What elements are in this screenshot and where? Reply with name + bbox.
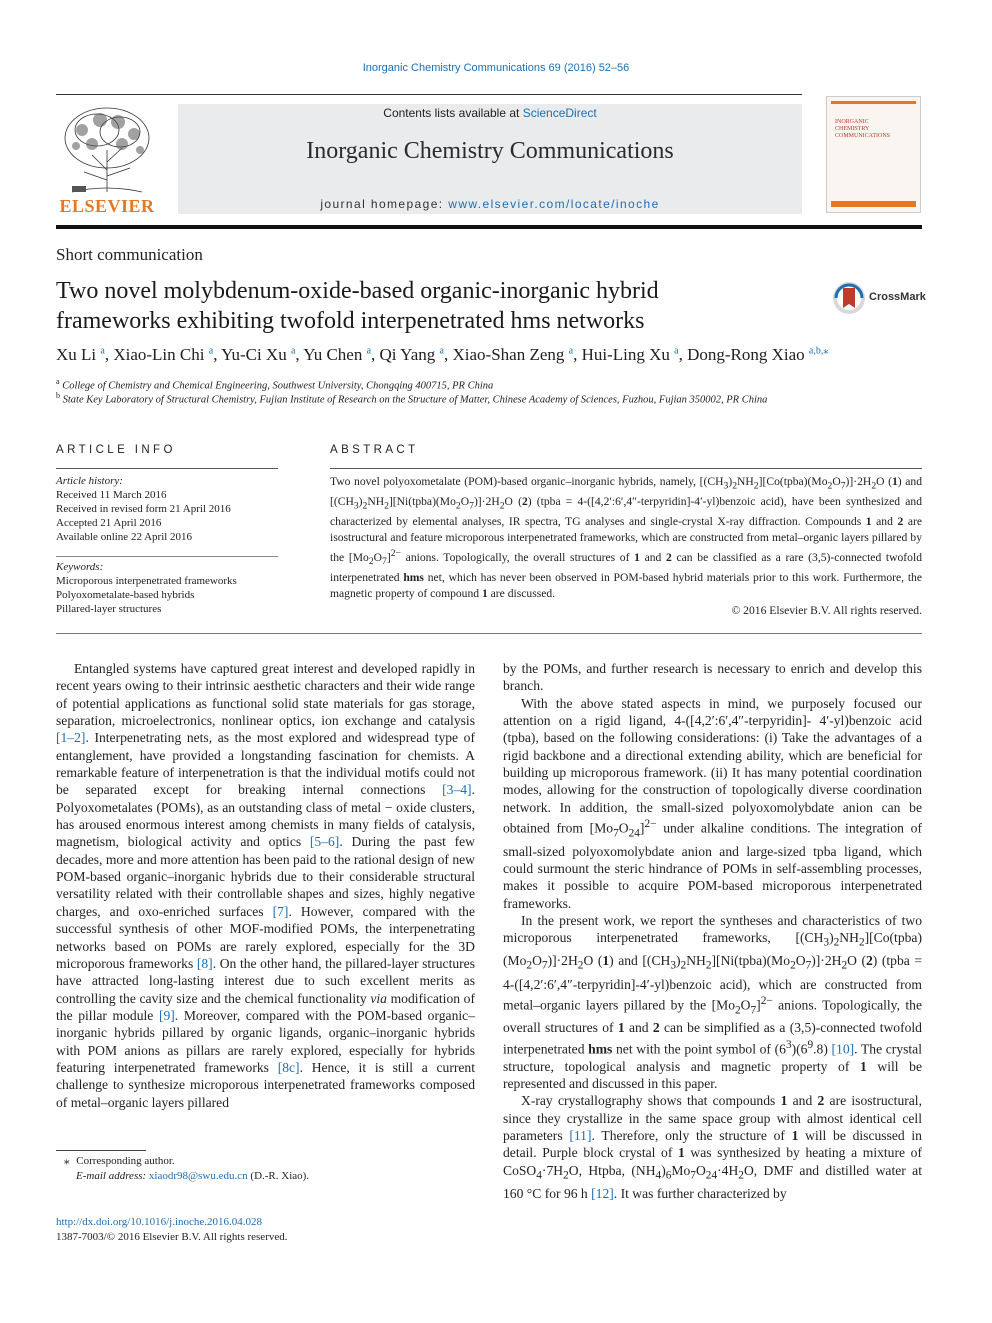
body-paragraph: In the present work, we report the syntheses and characteristics of two microporous interpenetrated frameworks, $[(CH_3)_2NH_2][Co(tpba)(Mo_2O_7)]\cdot 2H_2O$ (1) and $[(CH_3)_2NH_2][Ni(tpba)(Mo_2O_7)]\cdot 2H_2O$ (2) (tpba = 4-([4,2′:6′,4″-terpyridin]-4′-yl)benzoic acid), which are constructed from metal–organic layers pillared by the $[Mo_2O_7]^{2-}$ anions. Topologically, the overall structures of 1 and 2 can be simplified as a (3,5)-connected twofold interpenetrated hms net with the point symbol of $(6^3)(6^9.8)$ [10]. The crystal structure, topological analysis and magnetic property of 1 will be represented and discussed in this paper. — [503, 913, 923, 1092]
corresponding-author-text: Corresponding author. — [76, 1155, 175, 1167]
header-rule — [56, 94, 802, 95]
author-name[interactable]: Yu-Ci Xu — [221, 345, 287, 364]
cover-title-line: COMMUNICATIONS — [835, 133, 891, 139]
history-accepted: Accepted 21 April 2016 — [56, 517, 162, 529]
journal-cover-thumbnail[interactable] — [826, 96, 921, 213]
crossmark-badge[interactable] — [832, 281, 927, 317]
paper-title: Two novel molybdenum-oxide-based organic-inorganic hybrid frameworks exhibiting twofold interpenetrated hms networks — [56, 278, 659, 334]
citation-link[interactable]: [3–4] — [442, 782, 472, 798]
author-affiliation-marker[interactable]: a — [290, 345, 296, 357]
author-name[interactable]: Xiao-Lin Chi — [113, 345, 205, 364]
email-suffix: (D.-R. Xiao). — [250, 1170, 310, 1182]
keywords-label: Keywords: — [56, 561, 104, 573]
cover-top-band — [831, 101, 916, 104]
citation-link[interactable]: [8] — [196, 955, 213, 971]
author-affiliation-marker[interactable]: a — [366, 345, 372, 357]
elsevier-logo — [52, 100, 162, 216]
citation-link[interactable]: [8c] — [277, 1059, 300, 1075]
history-label: Article history: — [56, 475, 123, 487]
body-paragraph: Entangled systems have captured great interest and developed rapidly in recent years owing to their intrinsic aesthetic characters and their wide range of potential applications as functional solid state materials for gas storage, separation, microelectronics, nonlinear optics, ion exchange and catalysis [1–2]. Interpenetrating nets, as the most explored and widespread type of entanglement, have provided a longstanding fascination for chemists. A remarkable feature of interpenetration is that the individual motifs could not be separated except for breaking internal connections [3–4]. Polyoxometalates (POMs), as an outstanding class of metal − oxide clusters, has aroused enormous interest among chemists in many fields of catalysis, magnetism, biological activity and optics [5–6]. During the past few decades, more and more attention has been paid to the rational design of new POM-based organic–inorganic hybrids due to their considerable structural versatility related with their controllable shapes and sizes, highly negative charges, and oxo-enriched surfaces [7]. However, compared with the successful synthesis of other MOF-modified POMs, the interpenetrating networks based on POMs are rarely explored, especially for the 3D microporous frameworks [8]. On the other hand, the pillared-layer structures have attracted long-lasting interest due to such excellent merits as controlling the cavity size and the chemical functionality via modification of the pillar module [9]. Moreover, compared with the POM-based organic–inorganic hybrids pillared by organic ligands, organic–inorganic hybrids with POM anions as pillars are rarely explored, especially for hybrids featuring interpenetrated frameworks [8c]. Hence, it is still a current challenge to synthesize microporous interpenetrated frameworks composed of metal–organic layers pillared — [56, 661, 475, 1110]
abstract-copyright: © 2016 Elsevier B.V. All rights reserved. — [731, 604, 922, 617]
author-affiliation-marker[interactable]: a — [674, 345, 679, 357]
citation-link[interactable]: [7] — [272, 903, 289, 919]
abstract-body: Two novel polyoxometalate (POM)-based organic–inorganic hybrids, namely, $[(CH_3)_2NH_2][Co(tpba)(Mo_2O_7)]\cdot 2H_2O$ (1) and $[(CH_3)_2NH_2][Ni(tpba)(Mo_2O_7)]\cdot 2H_2O$ (2) (tpba = 4-([4,2′:6′,4″-terpyridin]-4′-yl)benzoic acid), have been synthesized and characterized by elemental analyses, IR spectra, TG analyses and single-crystal X-ray diffraction. Compounds 1 and 2 are isostructural and feature microporous interpenetrated frameworks, which are constructed from metal–organic layers pillared by the $[Mo_2O_7]^{2-}$ anions. Topologically, the overall structures of 1 and 2 can be classified as a rare (3,5)-connected twofold interpenetrated hms net, which has never been observed in POM-based hybrid materials prior to this work. Furthermore, the magnetic property of compound 1 are discussed. — [330, 475, 923, 601]
homepage-prefix: journal homepage: — [320, 197, 449, 211]
author-name[interactable]: Dong-Rong Xiao — [687, 345, 805, 364]
keyword-item: Microporous interpenetrated frameworks — [56, 575, 237, 587]
author-name[interactable]: Hui-Ling Xu — [581, 345, 670, 364]
affiliation-marker: a — [56, 377, 60, 386]
body-paragraph: by the POMs, and further research is necessary to enrich and develop this branch. — [503, 661, 922, 694]
body-paragraph: X-ray crystallography shows that compounds 1 and 2 are isostructural, since they crystallize in the same space group with almost identical cell parameters [11]. Therefore, only the structure of 1 will be discussed in detail. Purple block crystal of 1 was synthesized by heating a mixture of $CoSO_4\cdot 7H_2O$, Htpba, $(NH_4)_6Mo_7O_{24}\cdot 4H_2O$, DMF and distilled water at 160 °C for 96 h [12]. It was further characterized by — [503, 1093, 922, 1201]
author-name[interactable]: Yu Chen — [303, 345, 363, 364]
footnote-rule — [56, 1150, 146, 1151]
keyword-item: Pillared-layer structures — [56, 603, 162, 615]
affiliation-a — [56, 377, 493, 392]
author-affiliation-marker[interactable]: a — [208, 345, 214, 357]
doi-block — [56, 1215, 288, 1245]
article-info-heading: ARTICLE INFO — [56, 444, 176, 456]
contents-prefix: Contents lists available at — [383, 106, 523, 120]
affiliation-text: College of Chemistry and Chemical Engineering, Southwest University, Chongqing 400715, PR China — [62, 380, 494, 392]
affiliation-text: State Key Laboratory of Structural Chemistry, Fujian Institute of Research on the Structure of Matter, Chinese Academy of Sciences, Fuzhou, Fujian 350002, PR China — [62, 394, 768, 406]
abstract-heading: ABSTRACT — [330, 444, 419, 456]
crossmark-label: CrossMark — [869, 291, 926, 303]
email-label: E-mail address: — [76, 1170, 147, 1182]
affiliation-b — [56, 391, 767, 406]
author-name[interactable]: Xu Li — [56, 345, 97, 364]
header-thick-rule — [56, 225, 922, 229]
article-info-rule — [56, 468, 278, 469]
journal-title: Inorganic Chemistry Communications — [306, 138, 674, 164]
homepage-link[interactable]: www.elsevier.com/locate/inoche — [448, 197, 660, 211]
author-name[interactable]: Qi Yang — [379, 345, 436, 364]
abstract-bottom-rule — [56, 633, 922, 634]
footnote — [56, 1154, 475, 1184]
citation-link[interactable]: [5–6] — [309, 834, 340, 850]
cover-title-line: INORGANIC — [835, 119, 869, 125]
cover-title-line: CHEMISTRY — [835, 126, 870, 132]
affiliation-marker: b — [56, 391, 60, 400]
author-affiliation-marker[interactable]: a — [439, 345, 444, 357]
journal-reference-link[interactable]: Inorganic Chemistry Communications 69 (2016) 52–56 — [362, 62, 630, 74]
cover-title — [835, 119, 913, 140]
author-affiliation-marker[interactable]: a — [100, 345, 105, 357]
crossmark-icon — [832, 281, 866, 315]
keyword-item: Polyoxometalate-based hybrids — [56, 589, 195, 601]
author-affiliation-marker[interactable]: a — [568, 345, 574, 357]
homepage-line — [178, 197, 802, 211]
citation-link[interactable]: [1–2] — [56, 730, 86, 746]
body-column-right — [503, 660, 922, 1202]
email-link[interactable]: xiaodr98@swu.edu.cn — [148, 1170, 248, 1182]
citation-link[interactable]: [9] — [158, 1007, 175, 1023]
article-type: Short communication — [56, 245, 203, 264]
history-online: Available online 22 April 2016 — [56, 531, 193, 543]
contents-line — [178, 106, 802, 120]
abstract-rule — [330, 468, 922, 469]
body-paragraph: With the above stated aspects in mind, we purposely focused our attention on a rigid ligand, 4-([4,2′:6′,4″-terpyridin]- 4′-yl)benzoic acid (tpba), based on the following considerations: (i) Take the advantages of a rigid backbone and a directional extending ability, which are beneficial for building up microporous framework. (ii) It has many potential coordination modes, allowing for the construction of topologically diverse coordination network. In addition, the small-sized polyoxomolybdate anion can be obtained from $[Mo_7O_{24}]^{2-}$ under alkaline conditions. The integration of small-sized polyoxomolybdate anion and large-sized tpba ligand, which could surmount the steric hindrance of POMs in self-assembling processes, makes it possible to acquire POM-based microporous interpenetrated frameworks. — [503, 695, 922, 911]
email-note — [56, 1169, 475, 1184]
sciencedirect-link[interactable]: ScienceDirect — [522, 106, 597, 120]
author-list: Xu Li $^a$, Xiao-Lin Chi $^a$, Yu-Ci Xu $^a$, Yu Chen $^a$, Qi Yang $^a$, Xiao-Shan Zeng $^a$, Hui-Ling Xu $^a$, Dong-Rong Xiao $^{a,b,⁎}$ — [56, 345, 829, 364]
cover-bottom-band — [831, 201, 916, 207]
keywords-rule — [56, 556, 278, 557]
elsevier-wordmark: ELSEVIER — [59, 196, 155, 216]
citation-link[interactable]: [10] — [831, 1041, 855, 1057]
corresponding-author-note: ⁎ Corresponding author. — [64, 1155, 175, 1167]
history-revised: Received in revised form 21 April 2016 — [56, 503, 231, 515]
citation-link[interactable]: [12] — [591, 1185, 614, 1201]
issn-line: 1387-7003/© 2016 Elsevier B.V. All rights reserved. — [56, 1231, 288, 1243]
history-received: Received 11 March 2016 — [56, 489, 167, 501]
doi-link[interactable]: http://dx.doi.org/10.1016/j.inoche.2016.04.028 — [56, 1216, 263, 1228]
body-column-left — [56, 660, 475, 1111]
author-name[interactable]: Xiao-Shan Zeng — [452, 345, 565, 364]
citation-link[interactable]: [11] — [569, 1128, 592, 1144]
author-affiliation-marker[interactable]: a,b,⁎ — [808, 345, 829, 357]
